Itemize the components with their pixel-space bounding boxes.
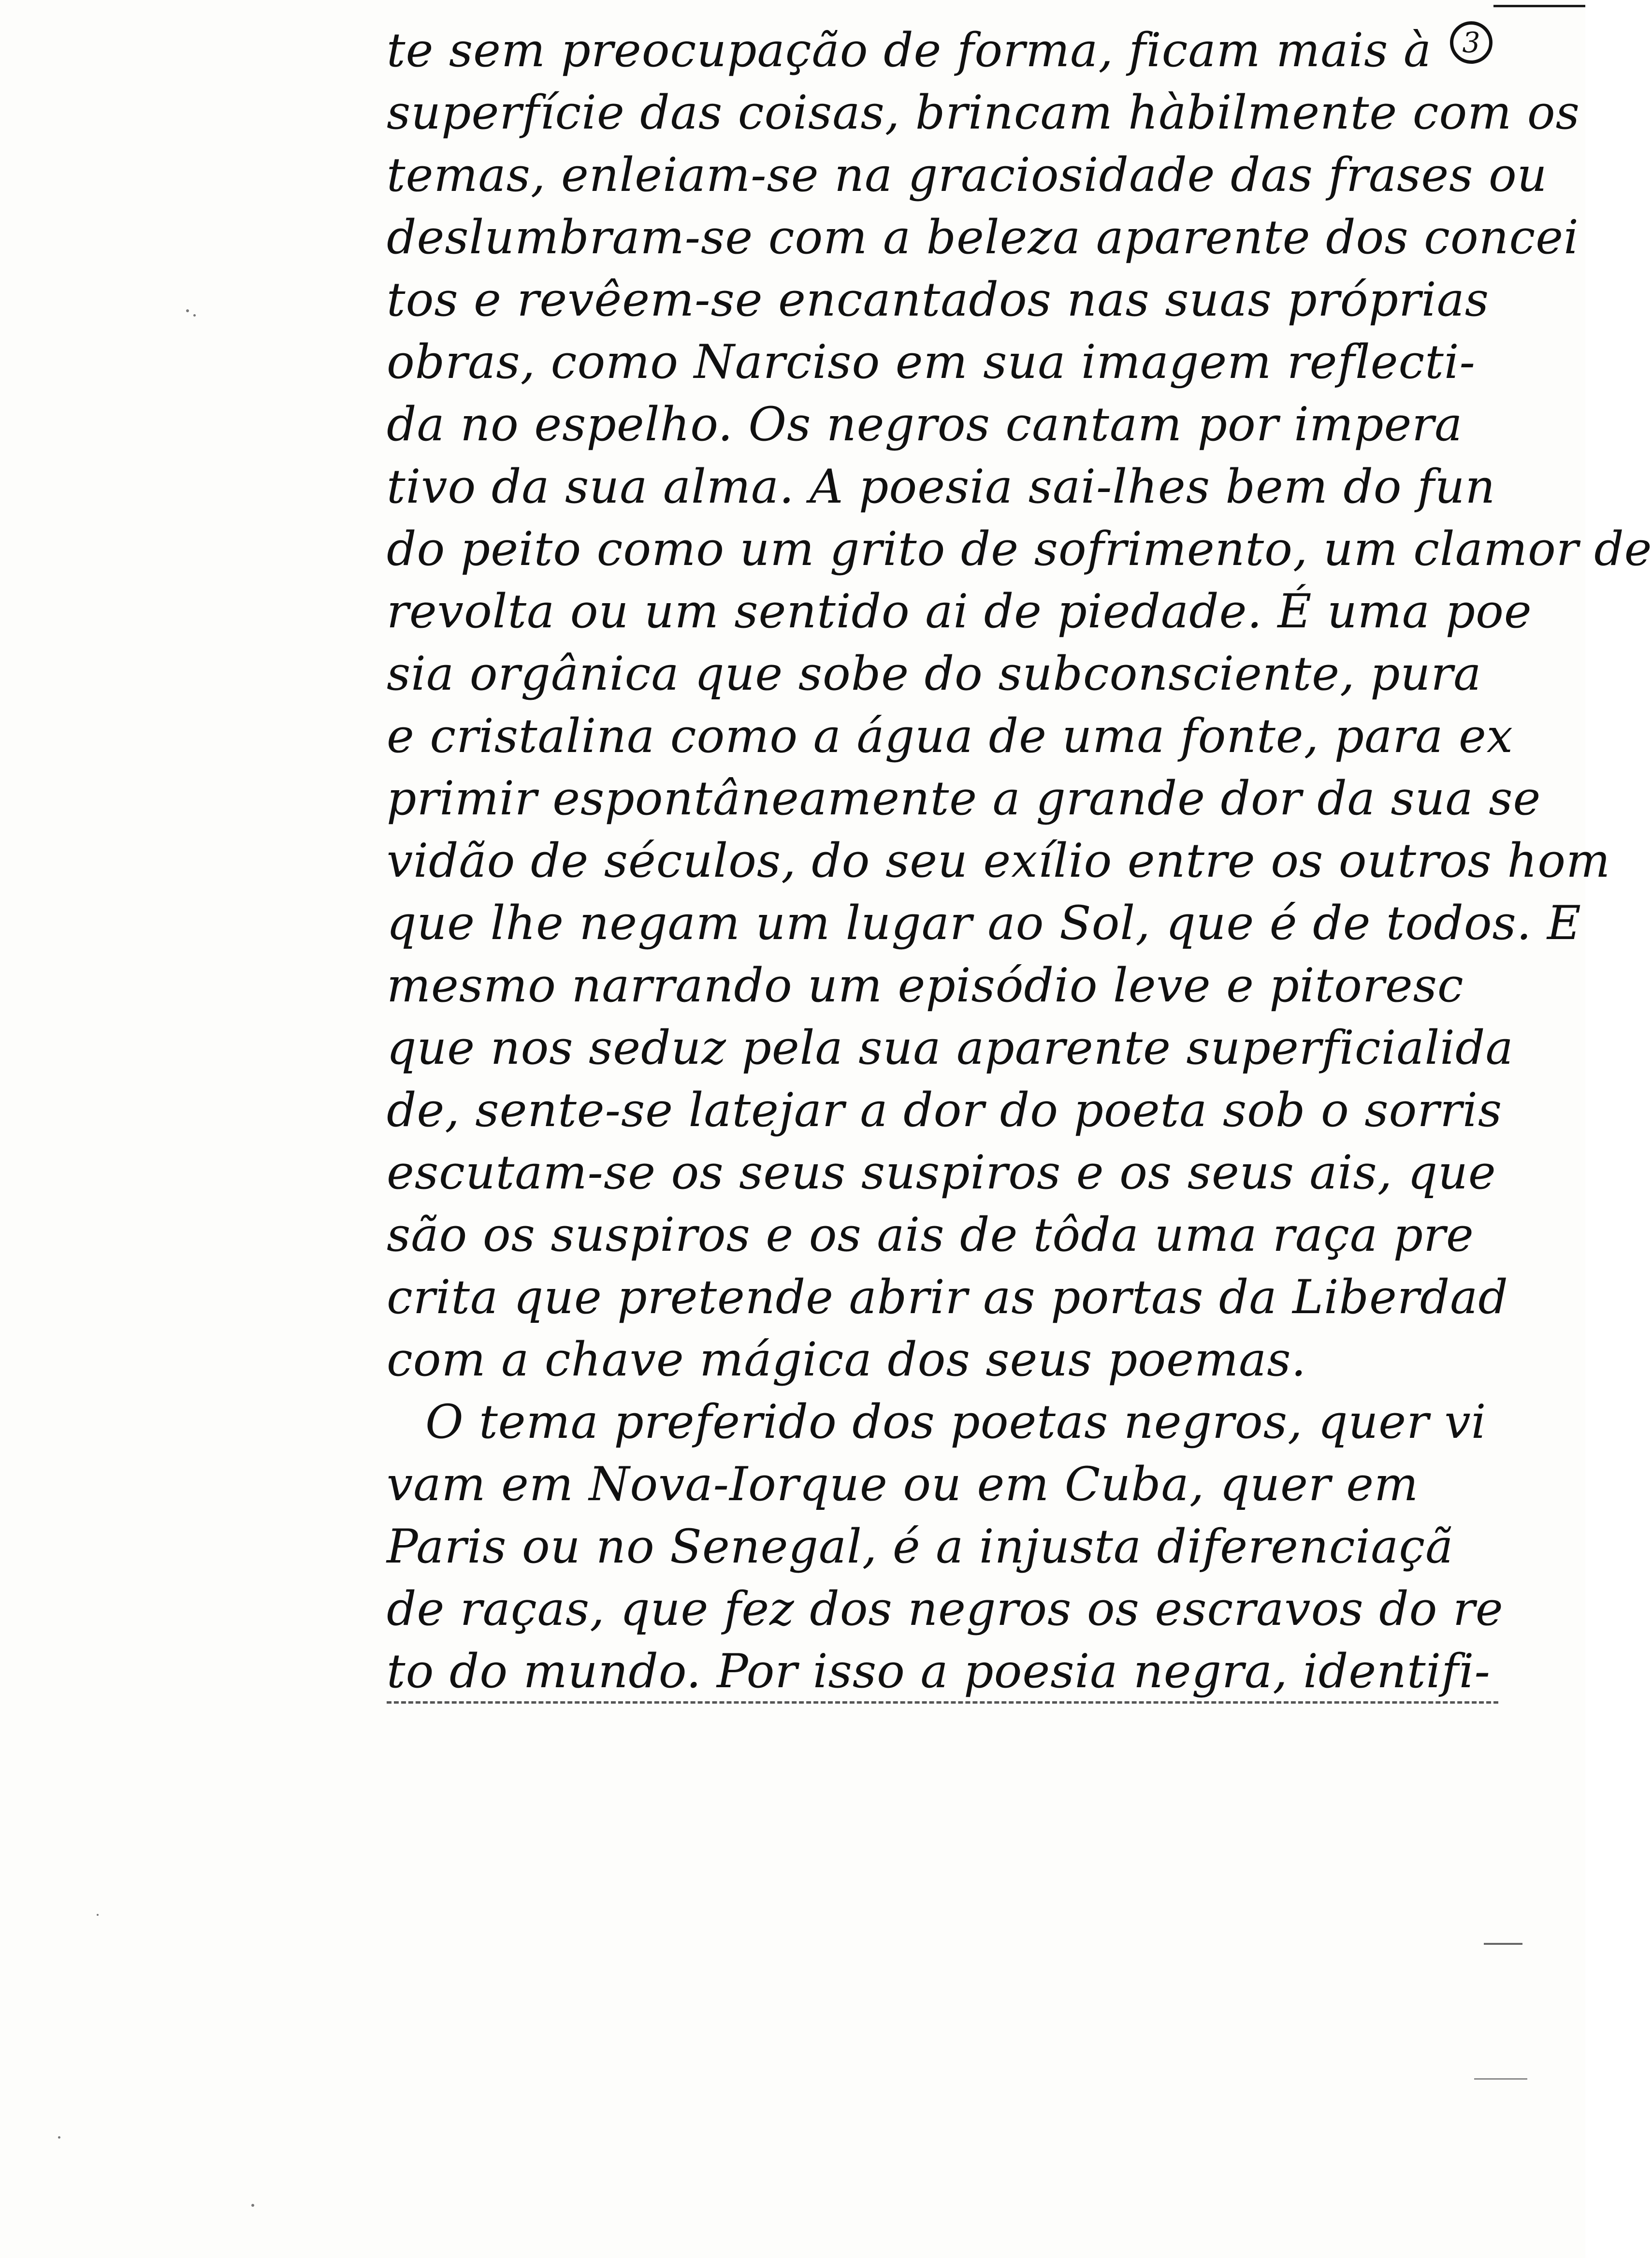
text-line: temas, enleiam-se na graciosidade das frases ou [387, 148, 1548, 202]
scan-mark [1484, 1943, 1522, 1945]
scan-speck [97, 1914, 99, 1916]
scan-speck [251, 2204, 254, 2207]
text-line: que nos seduz pela sua aparente superficialida [387, 1021, 1514, 1075]
text-line: revolta ou um sentido ai de piedade. É uma poe [387, 584, 1532, 638]
text-line: to do mundo. Por isso a poesia negra, identifi- [387, 1644, 1491, 1698]
text-line: sia orgânica que sobe do subconsciente, pura [387, 647, 1482, 701]
scan-speck [58, 2136, 60, 2139]
bottom-dotted-rule [387, 1701, 1498, 1704]
text-line: tivo da sua alma. A poesia sai-lhes bem do fun [387, 460, 1496, 514]
text-line: da no espelho. Os negros cantam por impera [387, 397, 1463, 451]
text-line: de raças, que fez dos negros os escravos do re [387, 1582, 1504, 1636]
scan-mark [1474, 2078, 1527, 2080]
text-line: vidão de séculos, do seu exílio entre os outros hom [387, 834, 1611, 888]
text-line: crita que pretende abrir as portas da Liberdad [387, 1270, 1508, 1324]
text-line: te sem preocupação de forma, ficam mais à [387, 23, 1432, 77]
text-line: escutam-se os seus suspiros e os seus ais, que [387, 1145, 1496, 1200]
top-edge-rule [1493, 5, 1585, 7]
text-line: superfície das coisas, brincam hàbilmente com os [387, 86, 1580, 140]
text-line: e cristalina como a água de uma fonte, para ex [387, 709, 1513, 763]
text-line: que lhe negam um lugar ao Sol, que é de todos. E [387, 896, 1581, 950]
text-line: tos e revêem-se encantados nas suas próprias [387, 273, 1490, 327]
text-line: são os suspiros e os ais de tôda uma raça pre [387, 1208, 1474, 1262]
text-line: vam em Nova-Iorque ou em Cuba, quer em [387, 1457, 1419, 1511]
text-line: Paris ou no Senegal, é a injusta diferenciaçã [387, 1520, 1454, 1574]
scan-speck [193, 314, 196, 317]
text-line: de, sente-se latejar a dor do poeta sob o sorris [387, 1083, 1503, 1137]
scan-speck [186, 309, 189, 312]
text-line: deslumbram-se com a beleza aparente dos concei [387, 210, 1579, 264]
paragraph-start-line: O tema preferido dos poetas negros, quer vi [425, 1395, 1487, 1449]
handwritten-text-block [387, 19, 1652, 1703]
text-line: do peito como um grito de sofrimento, um clamor de [387, 522, 1652, 576]
text-line: obras, como Narciso em sua imagem reflecti- [387, 335, 1476, 389]
page-number: 3 [1450, 21, 1493, 64]
text-line: com a chave mágica dos seus poemas. [387, 1332, 1307, 1387]
text-line: primir espontâneamente a grande dor da sua se [387, 771, 1541, 825]
text-line: mesmo narrando um episódio leve e pitoresc [387, 958, 1464, 1013]
